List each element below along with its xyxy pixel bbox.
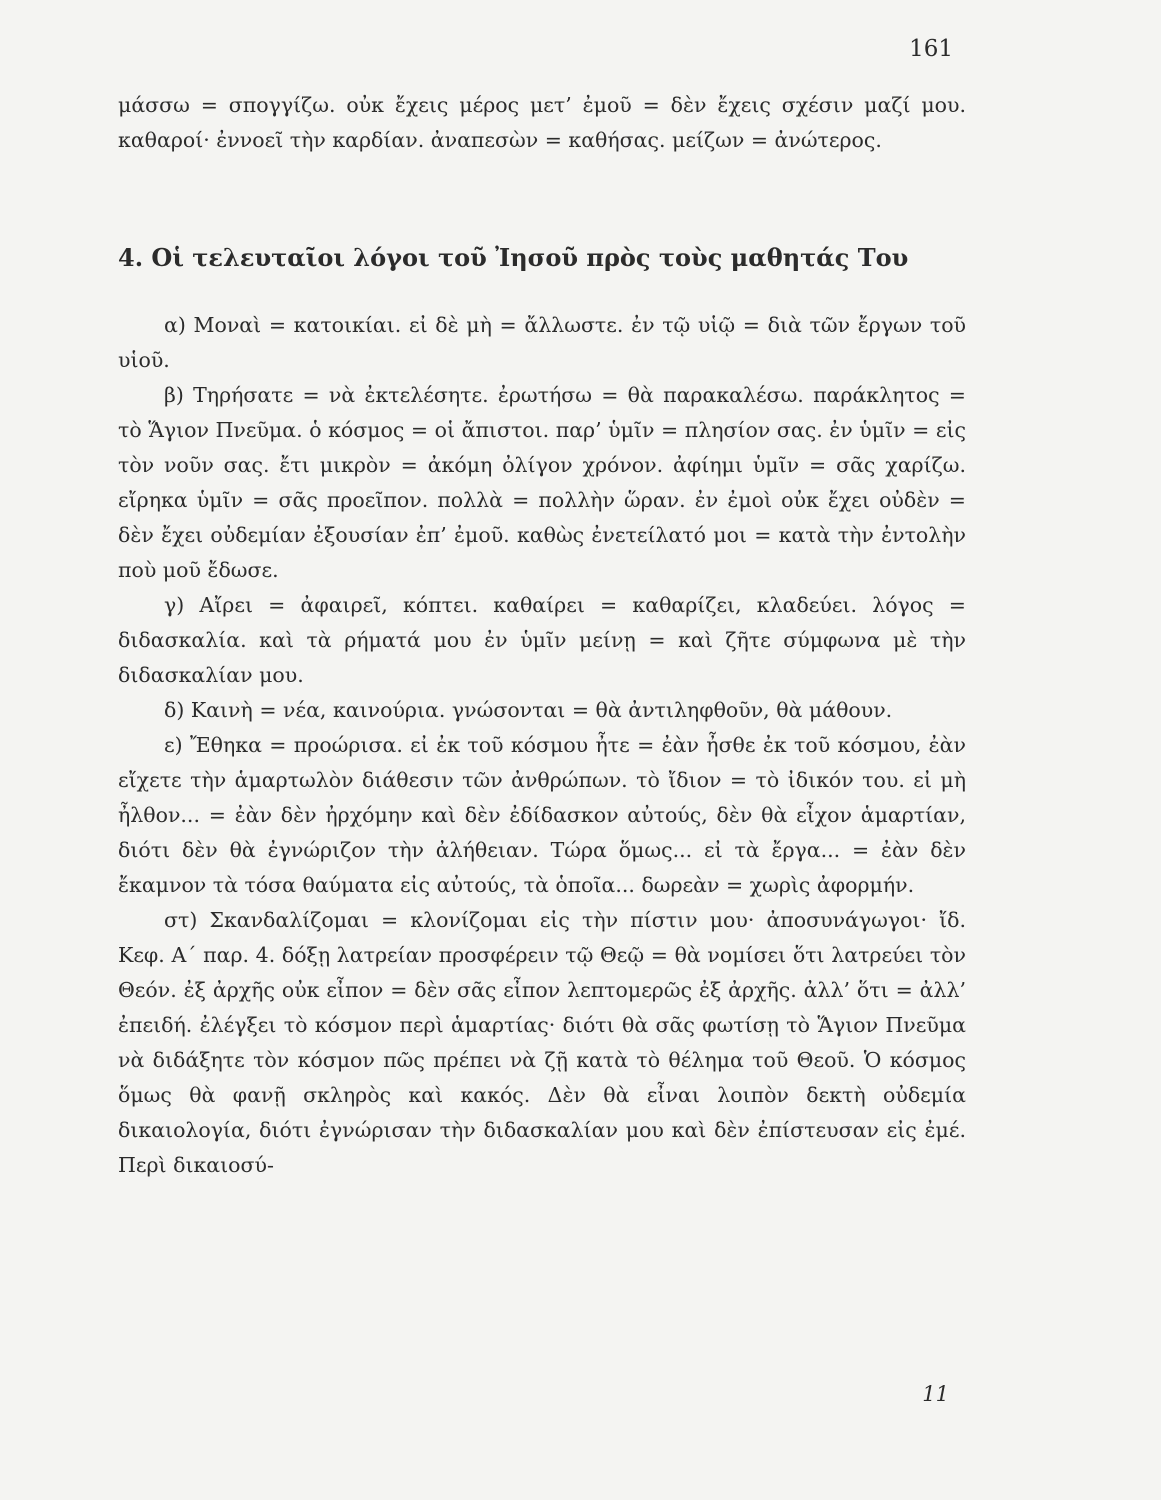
top-text-block: [118, 88, 966, 158]
paragraph-a: α) Μοναὶ = κατοικίαι. εἰ δὲ μὴ = ἄλλωστε. ἐν τῷ υἱῷ = διὰ τῶν ἔργων τοῦ υἱοῦ.: [118, 313, 966, 372]
paragraph-c: γ) Αἴρει = ἀφαιρεῖ, κόπτει. καθαίρει = καθαρίζει, κλαδεύει. λόγος = διδασκαλία. καὶ τὰ ρήματά μου ἐν ὑμῖν μείνῃ = καὶ ζῆτε σύμφωνα μὲ τὴν διδασκαλίαν μου.: [118, 593, 966, 687]
signature-mark: 11: [922, 1382, 949, 1406]
section-title: 4. Οἱ τελευταῖοι λόγοι τοῦ Ἰησοῦ πρὸς τοὺς μαθητάς Του: [118, 243, 909, 272]
main-text-block: [118, 308, 966, 1183]
page-number: 161: [909, 36, 953, 62]
paragraph-e: ε) Ἔθηκα = προώρισα. εἰ ἐκ τοῦ κόσμου ἦτε = ἐὰν ἦσθε ἐκ τοῦ κόσμου, ἐὰν εἴχετε τὴν ἁμαρτωλὸν διάθεσιν τῶν ἀνθρώπων. τὸ ἴδιον = τὸ ἰδικόν του. εἰ μὴ ἦλθον... = ἐὰν δὲν ἠρχόμην καὶ δὲν ἐδίδασκον αὐτούς, δὲν θὰ εἶχον ἁμαρτίαν, διότι δὲν θὰ ἐγνώριζον τὴν ἀλήθειαν. Τώρα ὅμως... εἰ τὰ ἔργα... = ἐὰν δὲν ἔκαμνον τὰ τόσα θαύματα εἰς αὐτούς, τὰ ὁποῖα... δωρεὰν = χωρὶς ἀφορμήν.: [118, 733, 966, 897]
paragraph-st: στ) Σκανδαλίζομαι = κλονίζομαι εἰς τὴν πίστιν μου· ἀποσυνάγωγοι· ἴδ. Κεφ. Α΄ παρ. 4. δόξῃ λατρείαν προσφέρειν τῷ Θεῷ = θὰ νομίσει ὅτι λατρεύει τὸν Θεόν. ἐξ ἀρχῆς οὐκ εἶπον = δὲν σᾶς εἶπον λεπτομερῶς ἐξ ἀρχῆς. ἀλλ’ ὅτι = ἀλλ’ ἐπειδή. ἐλέγξει τὸ κόσμον περὶ ἁμαρτίας· διότι θὰ σᾶς φωτίσῃ τὸ Ἅγιον Πνεῦμα νὰ διδάξητε τὸν κόσμον πῶς πρέπει νὰ ζῇ κατὰ τὸ θέλημα τοῦ Θεοῦ. Ὁ κόσμος ὅμως θὰ φανῇ σκληρὸς καὶ κακός. Δὲν θὰ εἶναι λοιπὸν δεκτὴ οὐδεμία δικαιολογία, διότι ἐγνώρισαν τὴν διδασκαλίαν μου καὶ δὲν ἐπίστευσαν εἰς ἐμέ. Περὶ δικαιοσύ-: [118, 908, 966, 1177]
top-paragraph: μάσσω = σπογγίζω. οὐκ ἔχεις μέρος μετ’ ἐμοῦ = δὲν ἔχεις σχέσιν μαζί μου. καθαροί· ἐννοεῖ τὴν καρδίαν. ἀναπεσὼν = καθήσας. μείζων = ἀνώτερος.: [118, 93, 966, 152]
paragraph-d: δ) Καινὴ = νέα, καινούρια. γνώσονται = θὰ ἀντιληφθοῦν, θὰ μάθουν.: [164, 698, 893, 722]
paragraph-b: β) Τηρήσατε = νὰ ἐκτελέσητε. ἐρωτήσω = θὰ παρακαλέσω. παράκλητος = τὸ Ἅγιον Πνεῦμα. ὁ κόσμος = οἱ ἄπιστοι. παρ’ ὑμῖν = πλησίον σας. ἐν ὑμῖν = εἰς τὸν νοῦν σας. ἔτι μικρὸν = ἀκόμη ὀλίγον χρόνον. ἀφίημι ὑμῖν = σᾶς χαρίζω. εἴρηκα ὑμῖν = σᾶς προεῖπον. πολλὰ = πολλὴν ὥραν. ἐν ἐμοὶ οὐκ ἔχει οὐδὲν = δὲν ἔχει οὐδεμίαν ἐξουσίαν ἐπ’ ἐμοῦ. καθὼς ἐνετείλατό μοι = κατὰ τὴν ἐντολὴν ποὺ μοῦ ἔδωσε.: [118, 383, 966, 582]
